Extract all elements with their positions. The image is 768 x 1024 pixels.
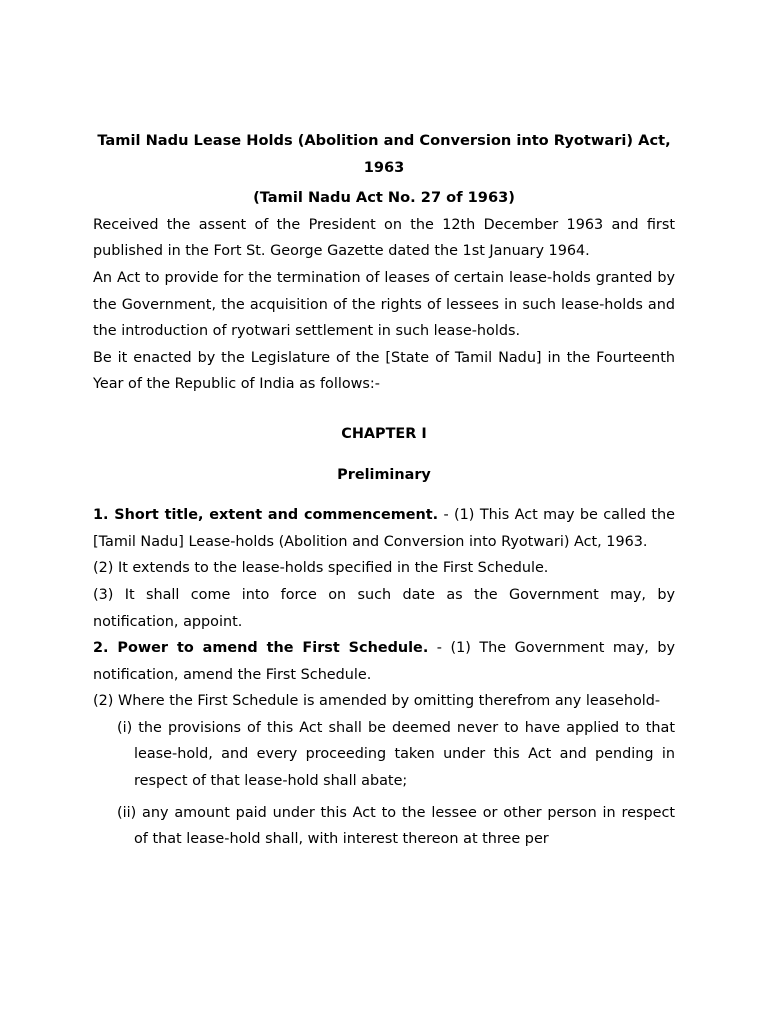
clause-ii: (ii) any amount paid under this Act to the lessee or other person in respect of that lease-hold shall, with interest thereon at three per	[117, 804, 675, 848]
chapter-heading: CHAPTER I	[341, 425, 427, 442]
section-1-subsection-3: (3) It shall come into force on such date as the Government may, by notification, appoint.	[93, 586, 675, 630]
clause-i: (i) the provisions of this Act shall be deemed never to have applied to that lease-hold, and every proceeding taken under this Act and pending in respect of that lease-hold shall abate;	[117, 719, 675, 790]
section-1-subsection-2: (2) It extends to the lease-holds specified in the First Schedule.	[93, 560, 549, 577]
enactment-paragraph: Be it enacted by the Legislature of the [State of Tamil Nadu] in the Fourteenth Year of the Republic of India as follows:-	[93, 349, 675, 393]
section-1-text: - (1) This Act may be called the [Tamil Nadu] Lease-holds (Abolition and Conversion into Ryotwari) Act, 1963.	[93, 507, 675, 550]
act-number: (Tamil Nadu Act No. 27 of 1963)	[253, 189, 515, 207]
document-page	[93, 128, 675, 853]
purpose-paragraph: An Act to provide for the termination of leases of certain lease-holds granted by the Government, the acquisition of the rights of lessees in such lease-holds and the introduction of ryotwari settlement in such lease-holds.	[93, 269, 675, 340]
section-2-text: - (1) The Government may, by notification, amend the First Schedule.	[93, 640, 675, 683]
section-1-title: 1. Short title, extent and commencement.	[93, 507, 439, 524]
chapter-title: Preliminary	[337, 466, 431, 483]
assent-paragraph: Received the assent of the President on the 12th December 1963 and first published in the Fort St. George Gazette dated the 1st January 1964.	[93, 216, 675, 260]
section-2	[93, 635, 675, 688]
section-1	[93, 502, 675, 555]
section-2-subsection-2: (2) Where the First Schedule is amended by omitting therefrom any leasehold-	[93, 693, 661, 710]
document-title: Tamil Nadu Lease Holds (Abolition and Conversion into Ryotwari) Act, 1963	[97, 132, 671, 176]
section-2-title: 2. Power to amend the First Schedule.	[93, 640, 429, 657]
